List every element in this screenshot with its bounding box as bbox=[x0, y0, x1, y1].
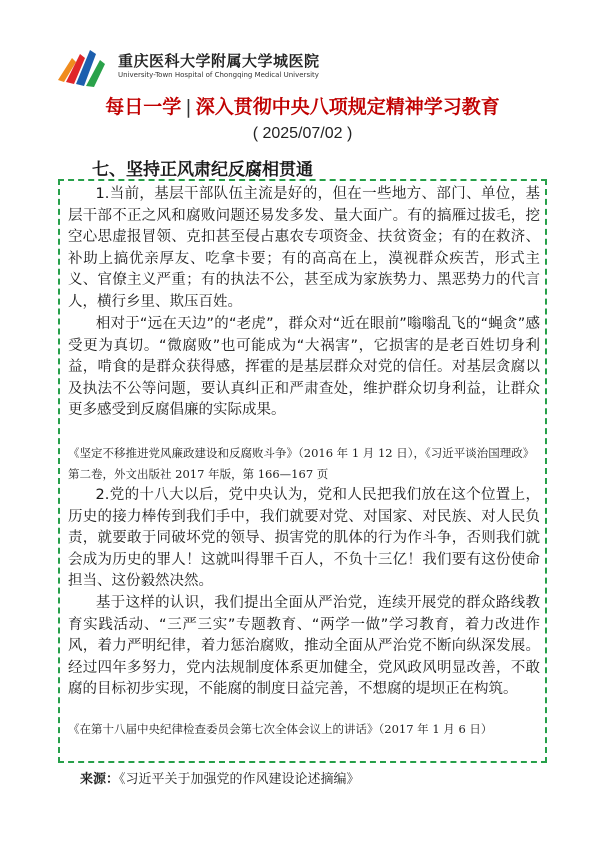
source-value: 《习近平关于加强党的作风建设论述摘编》 bbox=[119, 772, 360, 787]
hospital-logo-icon bbox=[52, 40, 108, 88]
paragraph-3: 2.党的十八大以后，党中央认为，党和人民把我们放在这个位置上，历史的接力棒传到我们手中，我们就要对党、对国家、对民族、对人民负责，就要敢于同破坏党的领导、损害党的肌体的行为作斗争，否则我们就会成为历史的罪人！这就叫得罪千百人，不负十三亿！我们要有这份使命担当、这份毅然决然。 bbox=[68, 487, 540, 589]
title-main: 深入贯彻中央八项规定精神学习教育 bbox=[195, 96, 500, 118]
page-title bbox=[0, 92, 605, 119]
citation-2: 《在第十八届中央纪律检查委员会第七次全体会议上的讲话》（2017 年 1 月 6 日） bbox=[68, 722, 493, 736]
paragraph-1: 1.当前，基层干部队伍主流是好的，但在一些地方、部门、单位，基层干部不正之风和腐败问题还易发多发、量大面广。有的搞雁过拔毛，挖空心思虚报冒领、克扣甚至侵占惠农专项资金、扶贫资金；有的在救济、补助上搞优亲厚友、吃拿卡要；有的高高在上，漠视群众疾苦，形式主义、官僚主义严重；有的执法不公，甚至成为家族势力、黑恶势力的代言人，横行乡里、欺压百姓。 bbox=[68, 186, 540, 310]
publish-date: ( 2025/07/02 ) bbox=[252, 125, 353, 142]
source-footer bbox=[80, 768, 360, 787]
title-separator: | bbox=[185, 96, 192, 118]
source-label: 来源： bbox=[80, 772, 120, 787]
title-prefix: 每日一学 bbox=[105, 96, 182, 118]
paragraph-4: 基于这样的认识，我们提出全面从严治党，连续开展党的群众路线教育实践活动、“三严三实”专题教育、“两学一做”学习教育，着力改进作风，着力严明纪律，着力惩治腐败，推动全面从严治党不断向纵深发展。经过四年多努力，党内法规制度体系更加健全，党风政风明显改善，不敢腐的目标初步实现，不能腐的制度日益完善，不想腐的堤坝正在构筑。 bbox=[68, 595, 540, 697]
hospital-name-en: University-Town Hospital of Chongqing Medical University bbox=[118, 71, 319, 79]
hospital-name-cn: 重庆医科大学附属大学城医院 bbox=[118, 52, 320, 70]
paragraph-2: 相对于“远在天边”的“老虎”，群众对“近在眼前”嗡嗡乱飞的“蝇贪”感受更为真切。“微腐败”也可能成为“大祸害”，它损害的是老百姓切身利益，啃食的是群众获得感，挥霍的是基层群众对党的信任。对基层贪腐以及执法不公等问题，要认真纠正和严肃查处，维护群众切身利益，让群众更多感受到反腐倡廉的实际成果。 bbox=[68, 316, 540, 418]
citation-1: 《坚定不移推进党风廉政建设和反腐败斗争》（2016 年 1 月 12 日），《习近平谈治国理政》第二卷，外文出版社 2017 年版，第 166—167 页 bbox=[68, 446, 535, 481]
section-title: 七、坚持正风肃纪反腐相贯通 bbox=[92, 160, 313, 180]
